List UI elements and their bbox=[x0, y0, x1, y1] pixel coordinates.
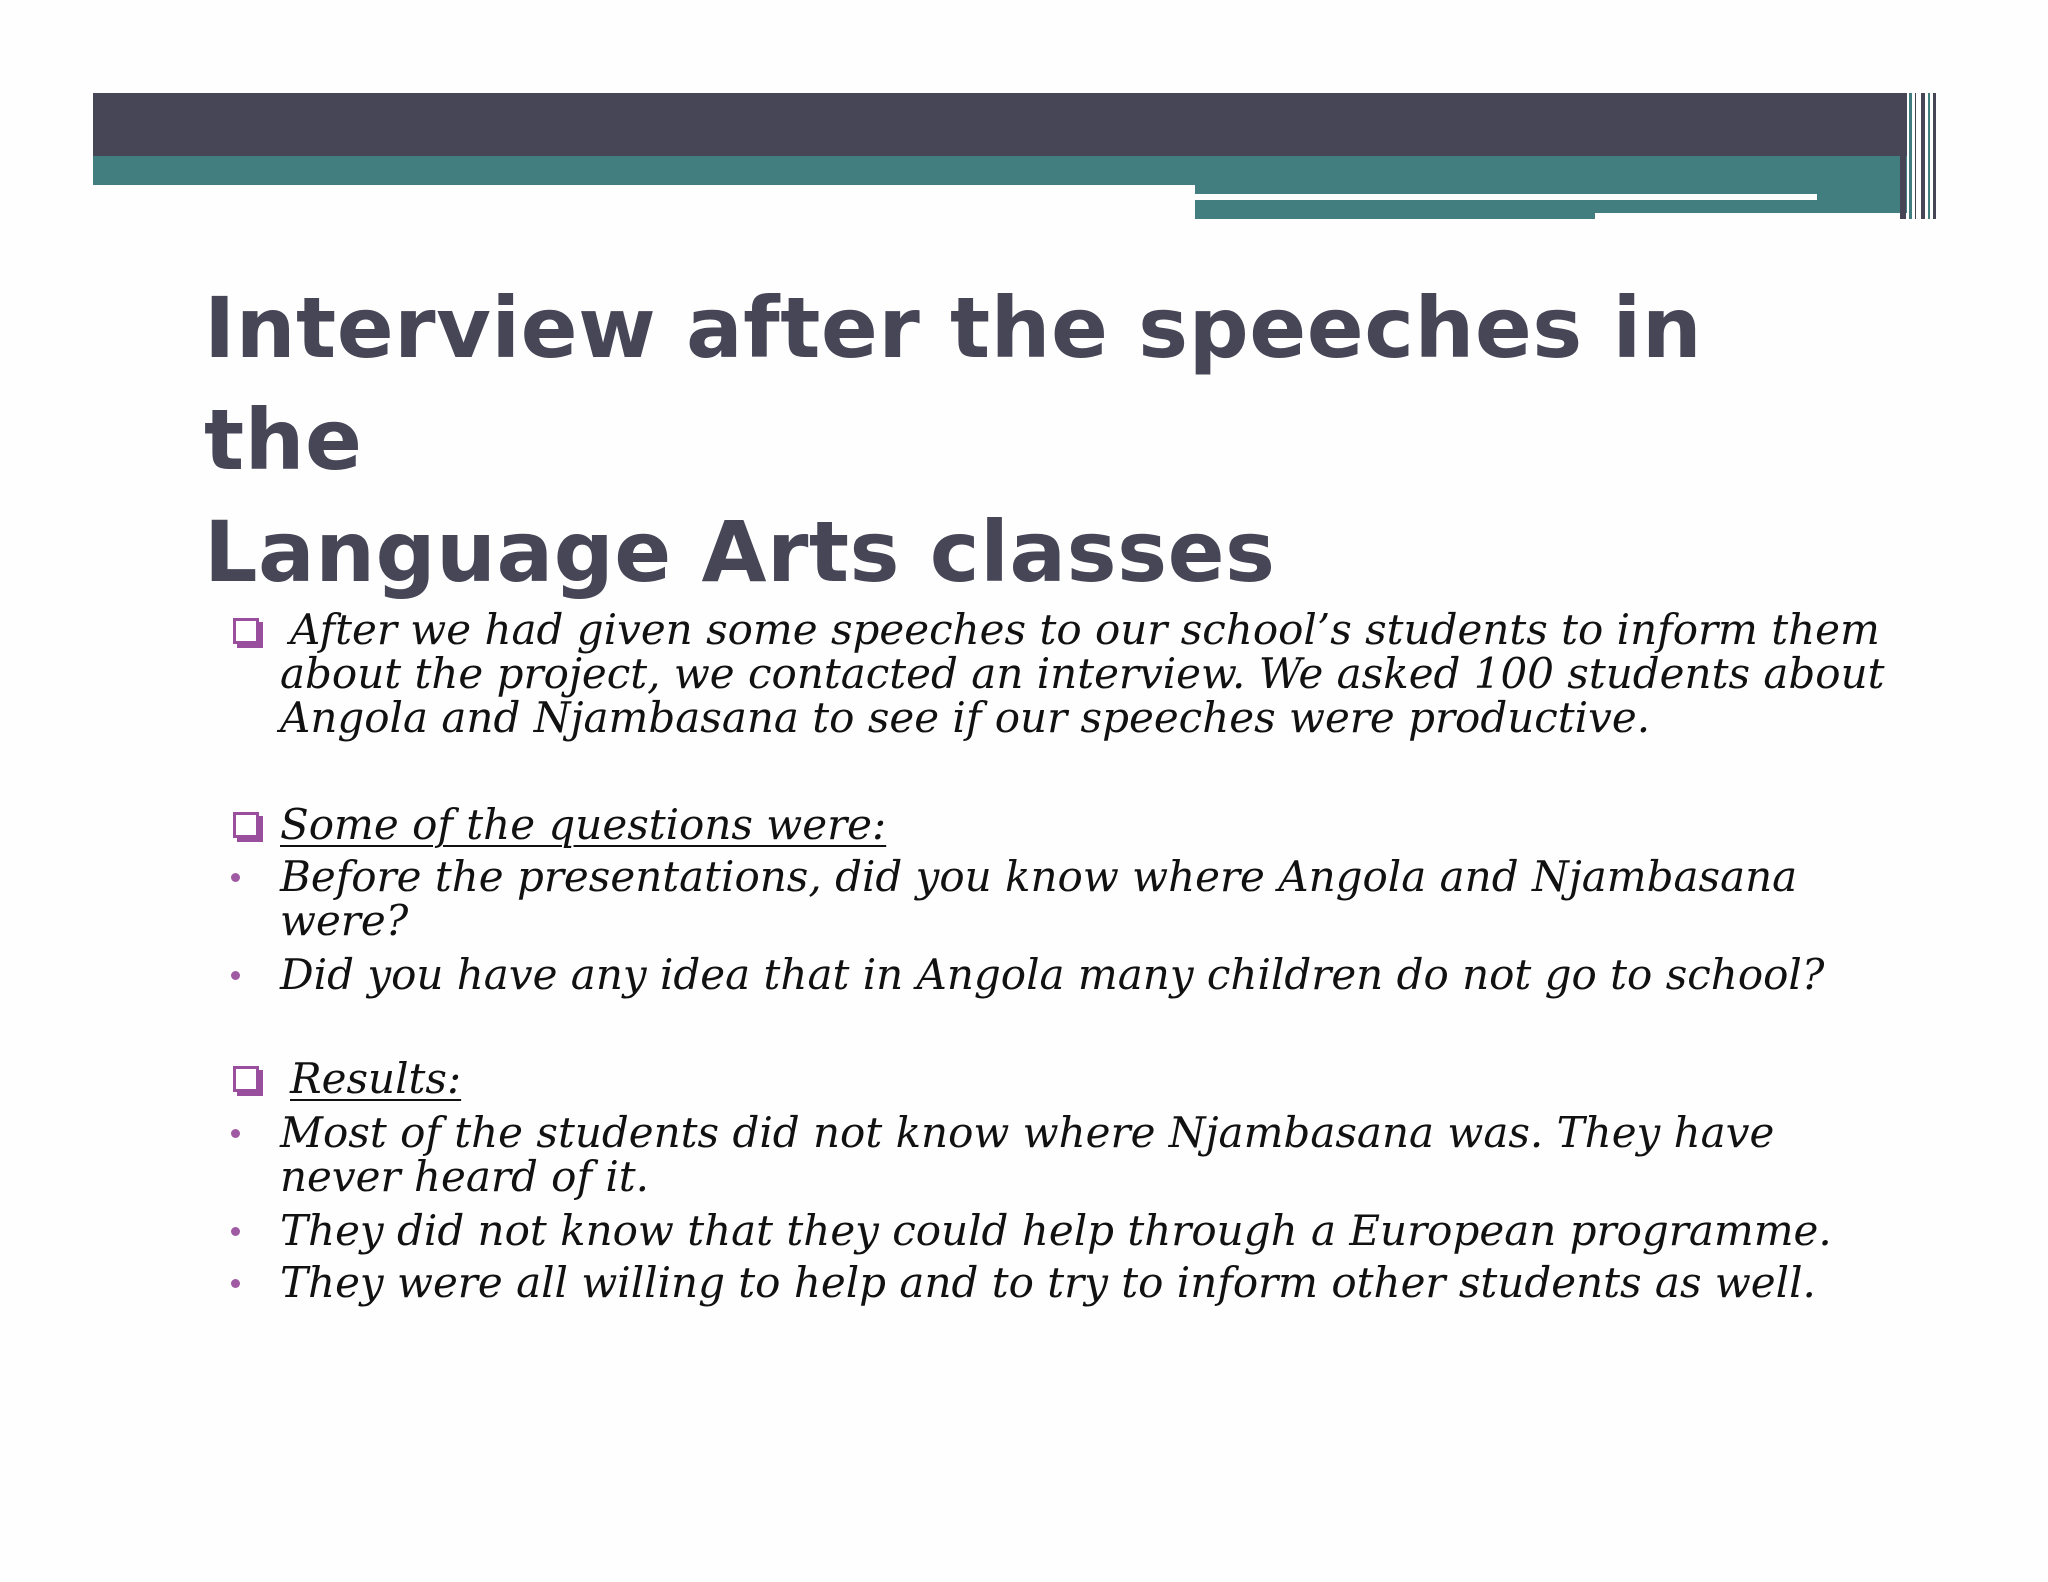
questions-heading: Some of the questions were: bbox=[280, 800, 887, 849]
checkbox-bullet-icon bbox=[233, 1066, 259, 1092]
dot-bullet-icon bbox=[231, 1227, 240, 1236]
result-2: They did not know that they could help through a European programme. bbox=[280, 1206, 1832, 1255]
results-heading: Results: bbox=[290, 1054, 462, 1103]
result-1-line-1: Most of the students did not know where Njambasana was. They have bbox=[280, 1108, 1775, 1157]
dot-bullet-icon bbox=[231, 971, 240, 980]
intro-line-1: After we had given some speeches to our school’s students to inform them bbox=[290, 605, 1880, 654]
checkbox-bullet-icon bbox=[233, 618, 259, 644]
checkbox-bullet-icon bbox=[233, 812, 259, 838]
dot-bullet-icon bbox=[231, 873, 240, 882]
dot-bullet-icon bbox=[231, 1279, 240, 1288]
intro-line-3: Angola and Njambasana to see if our speeches were productive. bbox=[280, 693, 1651, 742]
question-1-line-2: were? bbox=[280, 896, 409, 945]
intro-line-2: about the project, we contacted an interview. We asked 100 students about bbox=[280, 649, 1885, 698]
dot-bullet-icon bbox=[231, 1129, 240, 1138]
question-1-line-1: Before the presentations, did you know where Angola and Njambasana bbox=[280, 852, 1798, 901]
title-line-2: Language Arts classes bbox=[204, 503, 1276, 601]
result-3: They were all willing to help and to try to inform other students as well. bbox=[280, 1258, 1816, 1307]
title-line-1: Interview after the speeches in the bbox=[204, 279, 1703, 489]
result-1-line-2: never heard of it. bbox=[280, 1152, 650, 1201]
question-2: Did you have any idea that in Angola many children do not go to school? bbox=[280, 950, 1825, 999]
